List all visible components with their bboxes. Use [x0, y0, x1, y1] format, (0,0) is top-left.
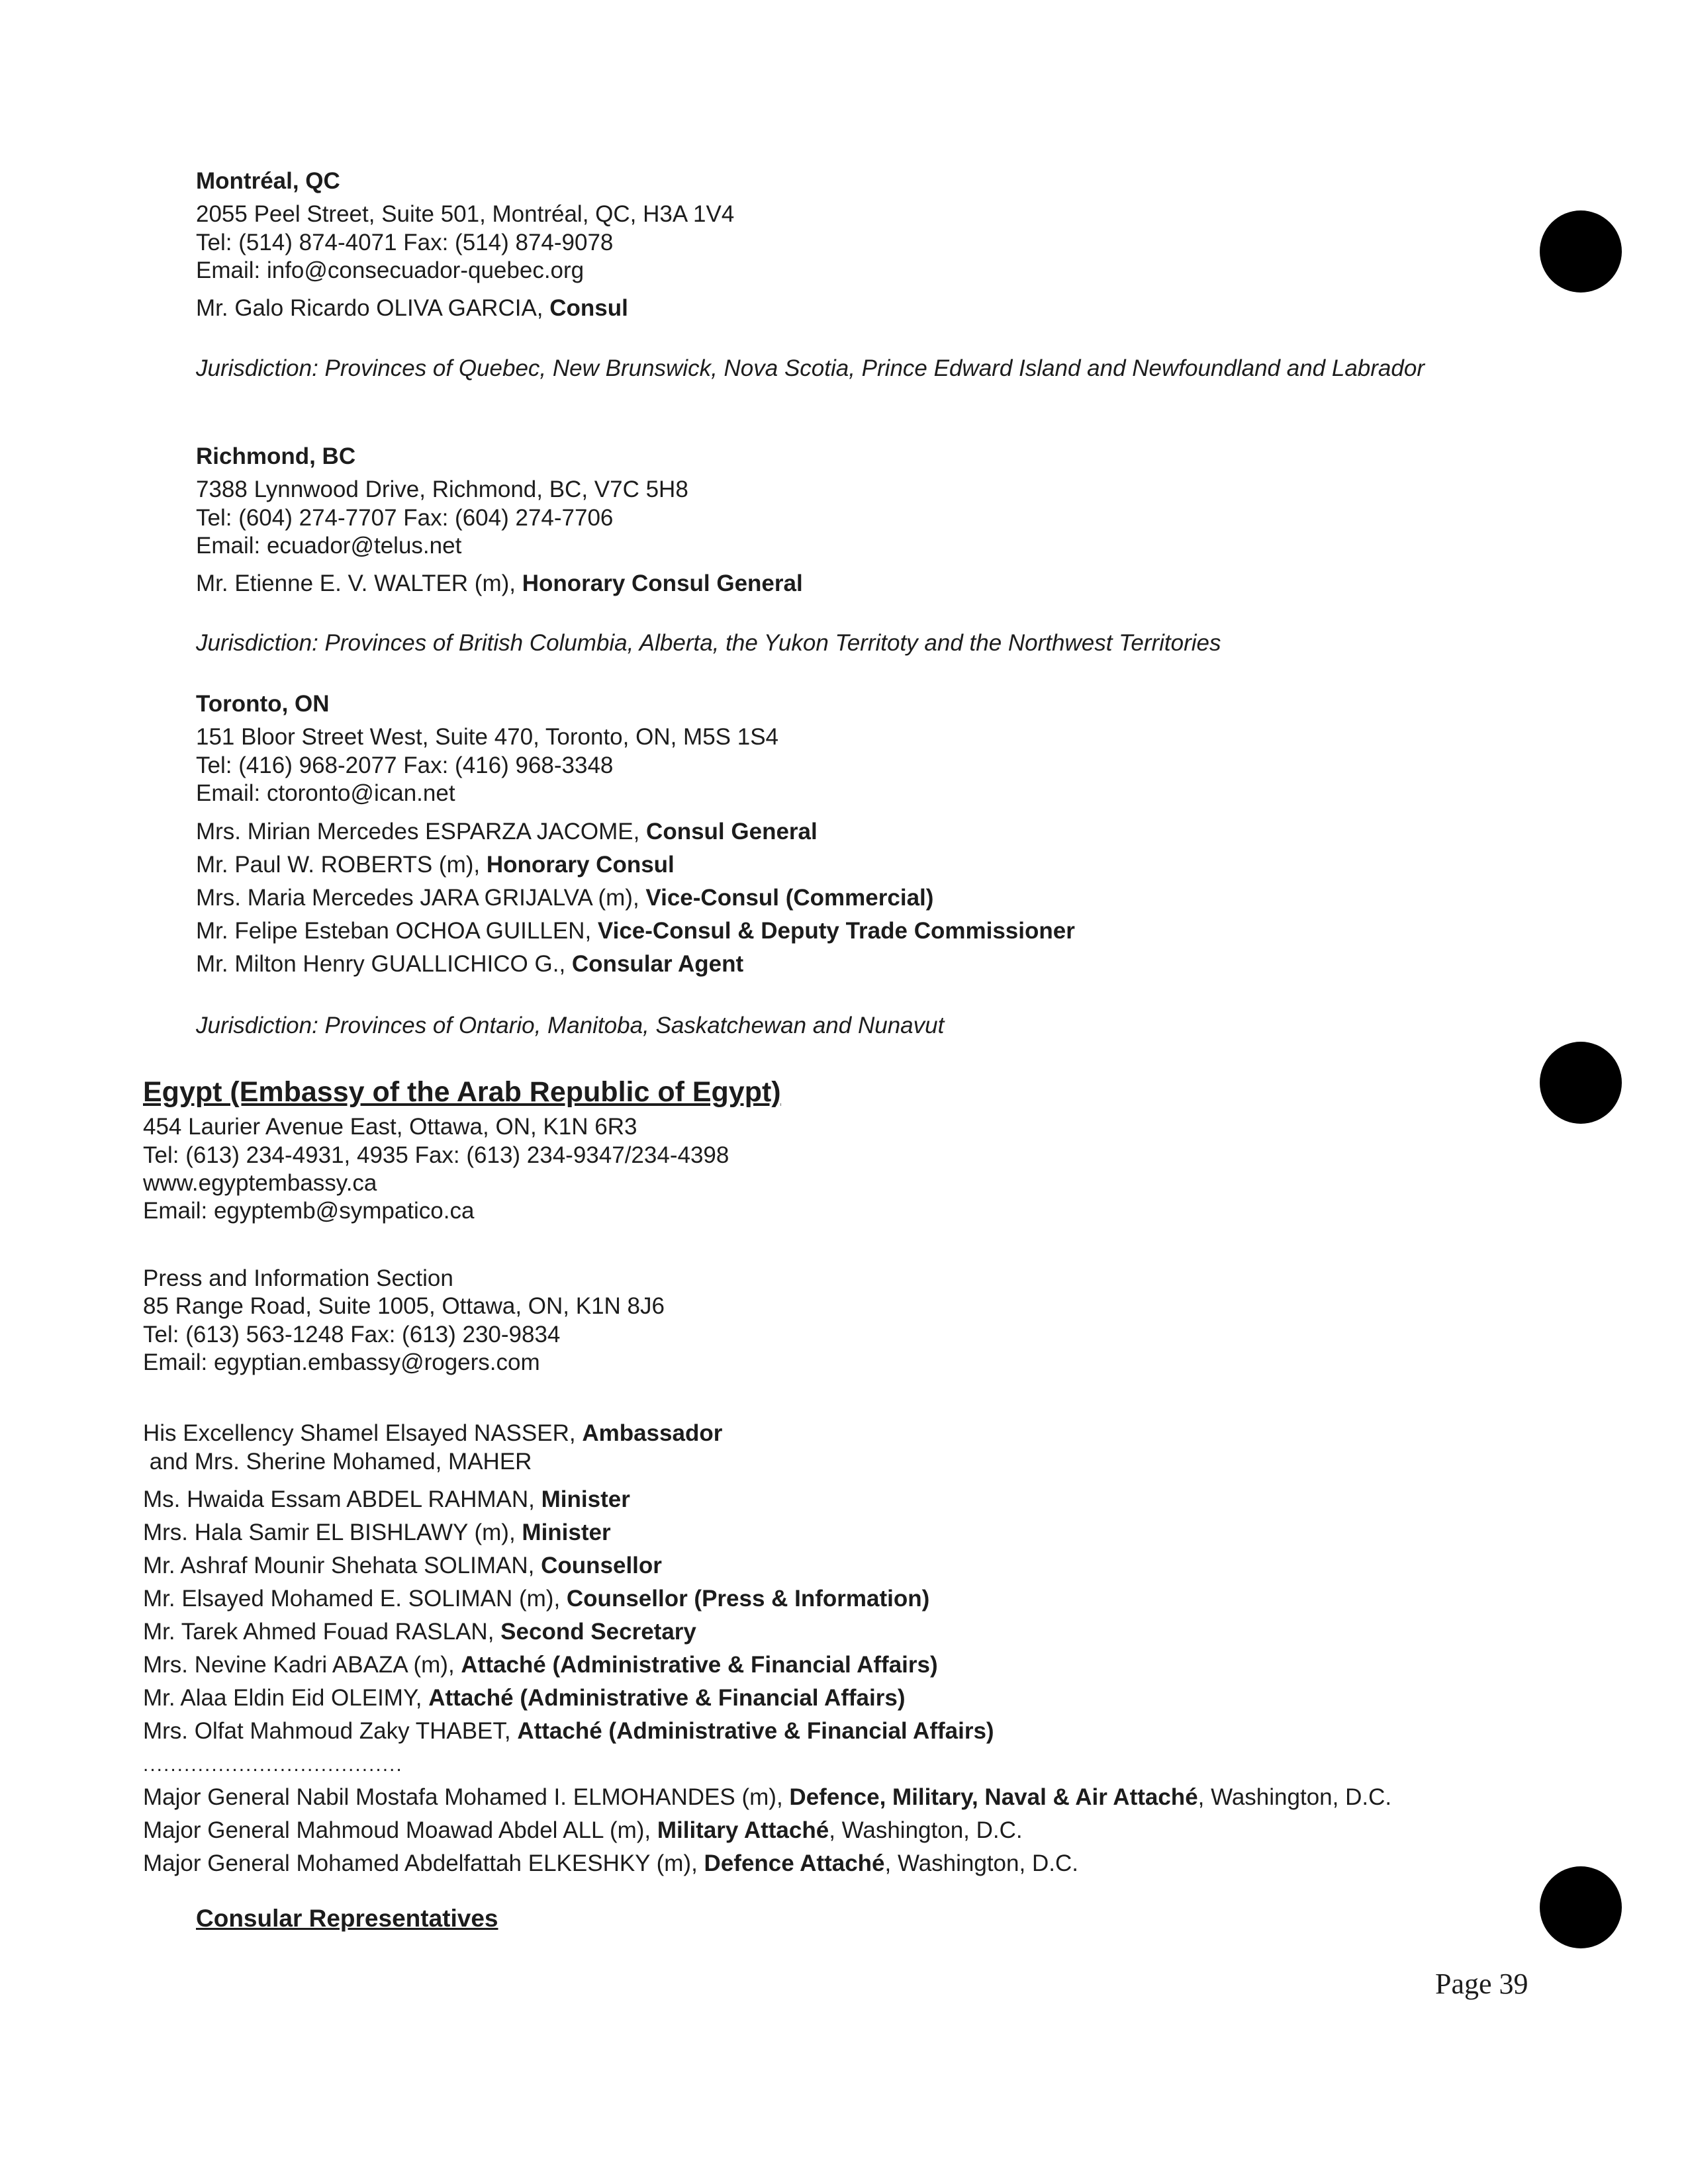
- staff-line: [143, 1717, 994, 1746]
- richmond-address: 7388 Lynnwood Drive, Richmond, BC, V7C 5H8: [196, 477, 688, 502]
- staff-location: , Washington, D.C.: [829, 1817, 1023, 1843]
- staff-title: Attaché (Administrative & Financial Affairs): [517, 1718, 994, 1744]
- staff-line: [143, 1485, 630, 1514]
- toronto-address: 151 Bloor Street West, Suite 470, Toronto, ON, M5S 1S4: [196, 724, 779, 750]
- staff-title: Consul: [549, 295, 628, 321]
- staff-location: , Washington, D.C.: [884, 1850, 1078, 1876]
- staff-title: Second Secretary: [500, 1619, 696, 1645]
- press-email: Email: egyptian.embassy@rogers.com: [143, 1349, 540, 1375]
- page-number: Page 39: [1435, 1968, 1528, 2000]
- staff-title: Minister: [522, 1520, 611, 1545]
- staff-name: Mr. Paul W. ROBERTS (m),: [196, 852, 487, 878]
- staff-location: , Washington, D.C.: [1197, 1784, 1392, 1810]
- military-line: [143, 1816, 1023, 1845]
- montreal-address: 2055 Peel Street, Suite 501, Montréal, QC, H3A 1V4: [196, 201, 735, 227]
- toronto-tel: Tel: (416) 968-2077 Fax: (416) 968-3348: [196, 752, 614, 778]
- punch-hole-middle: [1540, 1042, 1622, 1124]
- staff-name: Mr. Etienne E. V. WALTER (m),: [196, 570, 522, 596]
- staff-name: Mr. Tarek Ahmed Fouad RASLAN,: [143, 1619, 501, 1645]
- staff-name: Mr. Elsayed Mohamed E. SOLIMAN (m),: [143, 1586, 567, 1612]
- staff-name: Mrs. Nevine Kadri ABAZA (m),: [143, 1652, 461, 1678]
- staff-line: [143, 1684, 905, 1713]
- egypt-heading: Egypt (Embassy of the Arab Republic of Egypt): [143, 1076, 781, 1108]
- staff-title: Counsellor: [541, 1553, 662, 1578]
- staff-title: Defence, Military, Naval & Air Attaché: [789, 1784, 1198, 1810]
- ambassador-spouse: and Mrs. Sherine Mohamed, MAHER: [143, 1449, 532, 1475]
- toronto-jurisdiction: Jurisdiction: Provinces of Ontario, Manitoba, Saskatchewan and Nunavut: [196, 1013, 945, 1038]
- richmond-email: Email: ecuador@telus.net: [196, 533, 462, 559]
- staff-title: Vice-Consul (Commercial): [645, 885, 934, 911]
- staff-line: [143, 1518, 611, 1547]
- consular-representatives-heading: Consular Representatives: [196, 1905, 498, 1932]
- richmond-jurisdiction: Jurisdiction: Provinces of British Columbia, Alberta, the Yukon Territoty and the Northwest Territories: [196, 630, 1221, 656]
- staff-line: [196, 569, 803, 598]
- staff-title: Defence Attaché: [704, 1850, 885, 1876]
- military-line: [143, 1783, 1391, 1812]
- press-section-title: Press and Information Section: [143, 1265, 453, 1291]
- military-line: [143, 1849, 1078, 1878]
- staff-name: Mr. Milton Henry GUALLICHICO G.,: [196, 951, 572, 977]
- staff-line: [196, 294, 628, 323]
- press-tel: Tel: (613) 563-1248 Fax: (613) 230-9834: [143, 1322, 561, 1347]
- egypt-tel: Tel: (613) 234-4931, 4935 Fax: (613) 234-9347/234-4398: [143, 1142, 729, 1168]
- staff-name: Mrs. Olfat Mahmoud Zaky THABET,: [143, 1718, 518, 1744]
- egypt-email: Email: egyptemb@sympatico.ca: [143, 1198, 475, 1224]
- staff-title: Counsellor (Press & Information): [566, 1586, 930, 1612]
- punch-hole-top: [1540, 210, 1622, 293]
- staff-line: [143, 1617, 696, 1647]
- press-address: 85 Range Road, Suite 1005, Ottawa, ON, K1N 8J6: [143, 1293, 665, 1319]
- staff-name: Mr. Ashraf Mounir Shehata SOLIMAN,: [143, 1553, 541, 1578]
- staff-name: Major General Nabil Mostafa Mohamed I. ELMOHANDES (m),: [143, 1784, 790, 1810]
- montreal-email: Email: info@consecuador-quebec.org: [196, 257, 585, 283]
- staff-title: Attaché (Administrative & Financial Affairs): [461, 1652, 938, 1678]
- dotted-separator: ......................................: [143, 1754, 403, 1776]
- toronto-heading: Toronto, ON: [196, 691, 330, 717]
- staff-name: Mrs. Hala Samir EL BISHLAWY (m),: [143, 1520, 522, 1545]
- toronto-email: Email: ctoronto@ican.net: [196, 780, 455, 806]
- staff-title: Vice-Consul & Deputy Trade Commissioner: [597, 918, 1075, 944]
- egypt-website: www.egyptembassy.ca: [143, 1170, 377, 1196]
- egypt-address: 454 Laurier Avenue East, Ottawa, ON, K1N 6R3: [143, 1114, 637, 1140]
- staff-title: Attaché (Administrative & Financial Affairs): [428, 1685, 906, 1711]
- staff-line: [196, 817, 818, 846]
- staff-title: Honorary Consul: [486, 852, 675, 878]
- richmond-tel: Tel: (604) 274-7707 Fax: (604) 274-7706: [196, 505, 614, 531]
- staff-line: [196, 950, 743, 979]
- punch-hole-bottom: [1540, 1866, 1622, 1948]
- staff-line: [143, 1551, 662, 1580]
- ambassador-line: [143, 1419, 722, 1448]
- staff-name: Ms. Hwaida Essam ABDEL RAHMAN,: [143, 1486, 541, 1512]
- staff-line: [143, 1584, 929, 1614]
- staff-line: [143, 1651, 938, 1680]
- staff-title: Ambassador: [582, 1420, 723, 1446]
- staff-name: Mr. Alaa Eldin Eid OLEIMY,: [143, 1685, 429, 1711]
- staff-name: Mr. Felipe Esteban OCHOA GUILLEN,: [196, 918, 598, 944]
- staff-line: [196, 850, 675, 880]
- staff-name: His Excellency Shamel Elsayed NASSER,: [143, 1420, 583, 1446]
- staff-name: Major General Mahmoud Moawad Abdel ALL (m),: [143, 1817, 657, 1843]
- staff-title: Consular Agent: [571, 951, 744, 977]
- staff-line: [196, 917, 1075, 946]
- montreal-jurisdiction: Jurisdiction: Provinces of Quebec, New Brunswick, Nova Scotia, Prince Edward Island and Newfoundland and Labrador: [196, 355, 1425, 381]
- staff-title: Minister: [541, 1486, 630, 1512]
- staff-name: Major General Mohamed Abdelfattah ELKESHKY (m),: [143, 1850, 704, 1876]
- staff-title: Honorary Consul General: [522, 570, 803, 596]
- montreal-heading: Montréal, QC: [196, 168, 340, 194]
- richmond-heading: Richmond, BC: [196, 443, 356, 469]
- staff-title: Consul General: [646, 819, 818, 844]
- staff-name: Mrs. Mirian Mercedes ESPARZA JACOME,: [196, 819, 647, 844]
- staff-title: Military Attaché: [657, 1817, 829, 1843]
- staff-name: Mr. Galo Ricardo OLIVA GARCIA,: [196, 295, 550, 321]
- staff-line: [196, 884, 933, 913]
- montreal-tel: Tel: (514) 874-4071 Fax: (514) 874-9078: [196, 230, 614, 255]
- staff-name: Mrs. Maria Mercedes JARA GRIJALVA (m),: [196, 885, 646, 911]
